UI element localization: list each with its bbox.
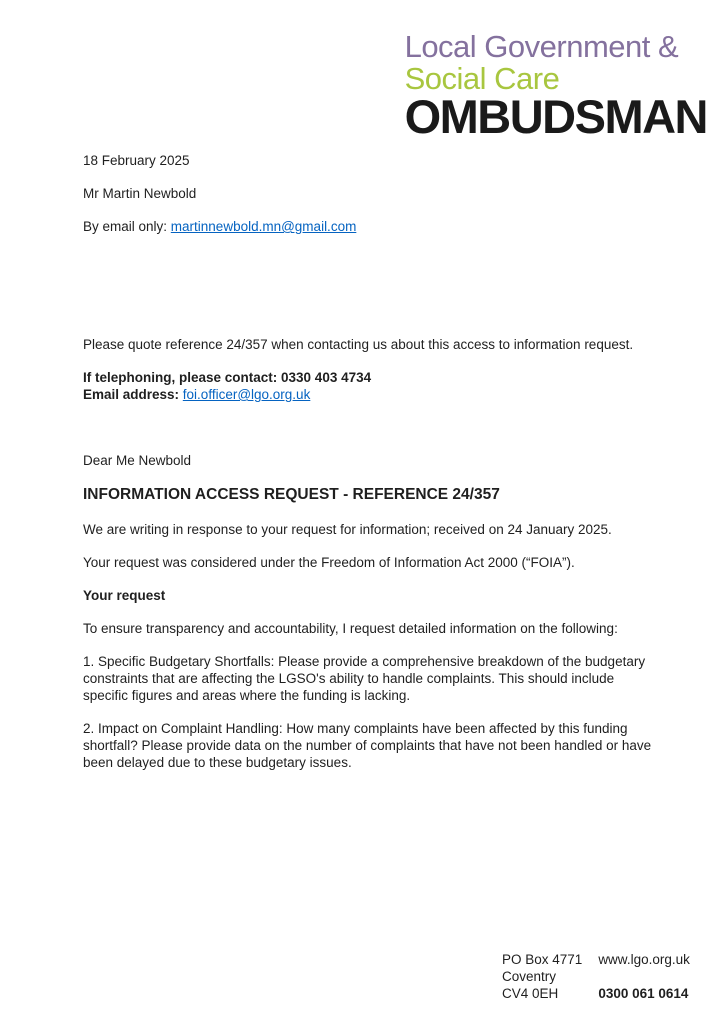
foi-officer-email-link[interactable]: foi.officer@lgo.org.uk: [182, 387, 311, 402]
footer-contact-column: [598, 951, 690, 1002]
logo-line-ombudsman: OMBUDSMAN: [404, 90, 707, 143]
footer-po-box: PO Box 4771: [502, 952, 583, 967]
footer-website: www.lgo.org.uk: [598, 952, 690, 967]
letter-date: 18 February 2025: [83, 153, 190, 168]
section-heading-your-request: Your request: [83, 588, 166, 603]
paragraph-transparency: To ensure transparency and accountability, I request detailed information on the following:: [83, 621, 618, 636]
logo-line-local-government: Local Government &: [404, 29, 679, 64]
letter-heading: INFORMATION ACCESS REQUEST - REFERENCE 24/357: [83, 486, 500, 503]
blank-space: [83, 419, 652, 452]
email-address-label: Email address:: [83, 387, 183, 402]
recipient-email-link[interactable]: martinnewbold.mn@gmail.com: [170, 219, 357, 234]
salutation: Dear Me Newbold: [83, 453, 192, 468]
ombudsman-logo: [404, 29, 707, 143]
blank-space: [83, 251, 652, 336]
footer-spacer-line: [598, 968, 690, 985]
footer-address-column: [502, 951, 582, 1002]
footer-city: Coventry: [502, 969, 557, 984]
footer-phone: 0300 061 0614: [598, 986, 689, 1001]
reference-note: Please quote reference 24/357 when contacting us about this access to information request.: [83, 337, 634, 352]
email-only-line: [83, 218, 652, 235]
paragraph-foia: Your request was considered under the Freedom of Information Act 2000 (“FOIA”).: [83, 555, 575, 570]
recipient-name: Mr Martin Newbold: [83, 186, 197, 201]
request-item-2: 2. Impact on Complaint Handling: How many complaints have been affected by this funding shortfall? Please provide data on the number of complaints that have not been handled or have been delayed due to these budgetary issues.: [83, 721, 652, 770]
contact-details-block: [83, 369, 652, 403]
logo-line-social-care: Social Care: [404, 61, 560, 96]
email-only-prefix: By email only:: [83, 219, 171, 234]
request-item-1: 1. Specific Budgetary Shortfalls: Please provide a comprehensive breakdown of the budgetary constraints that are affecting the LGSO's ability to handle complaints. This should include specific figures and areas where the funding is lacking.: [83, 654, 646, 703]
paragraph-response: We are writing in response to your request for information; received on 24 January 2025.: [83, 522, 612, 537]
telephone-contact-line: If telephoning, please contact: 0330 403 4734: [83, 370, 372, 385]
letter-footer: [502, 951, 690, 1002]
footer-postcode: CV4 0EH: [502, 986, 559, 1001]
